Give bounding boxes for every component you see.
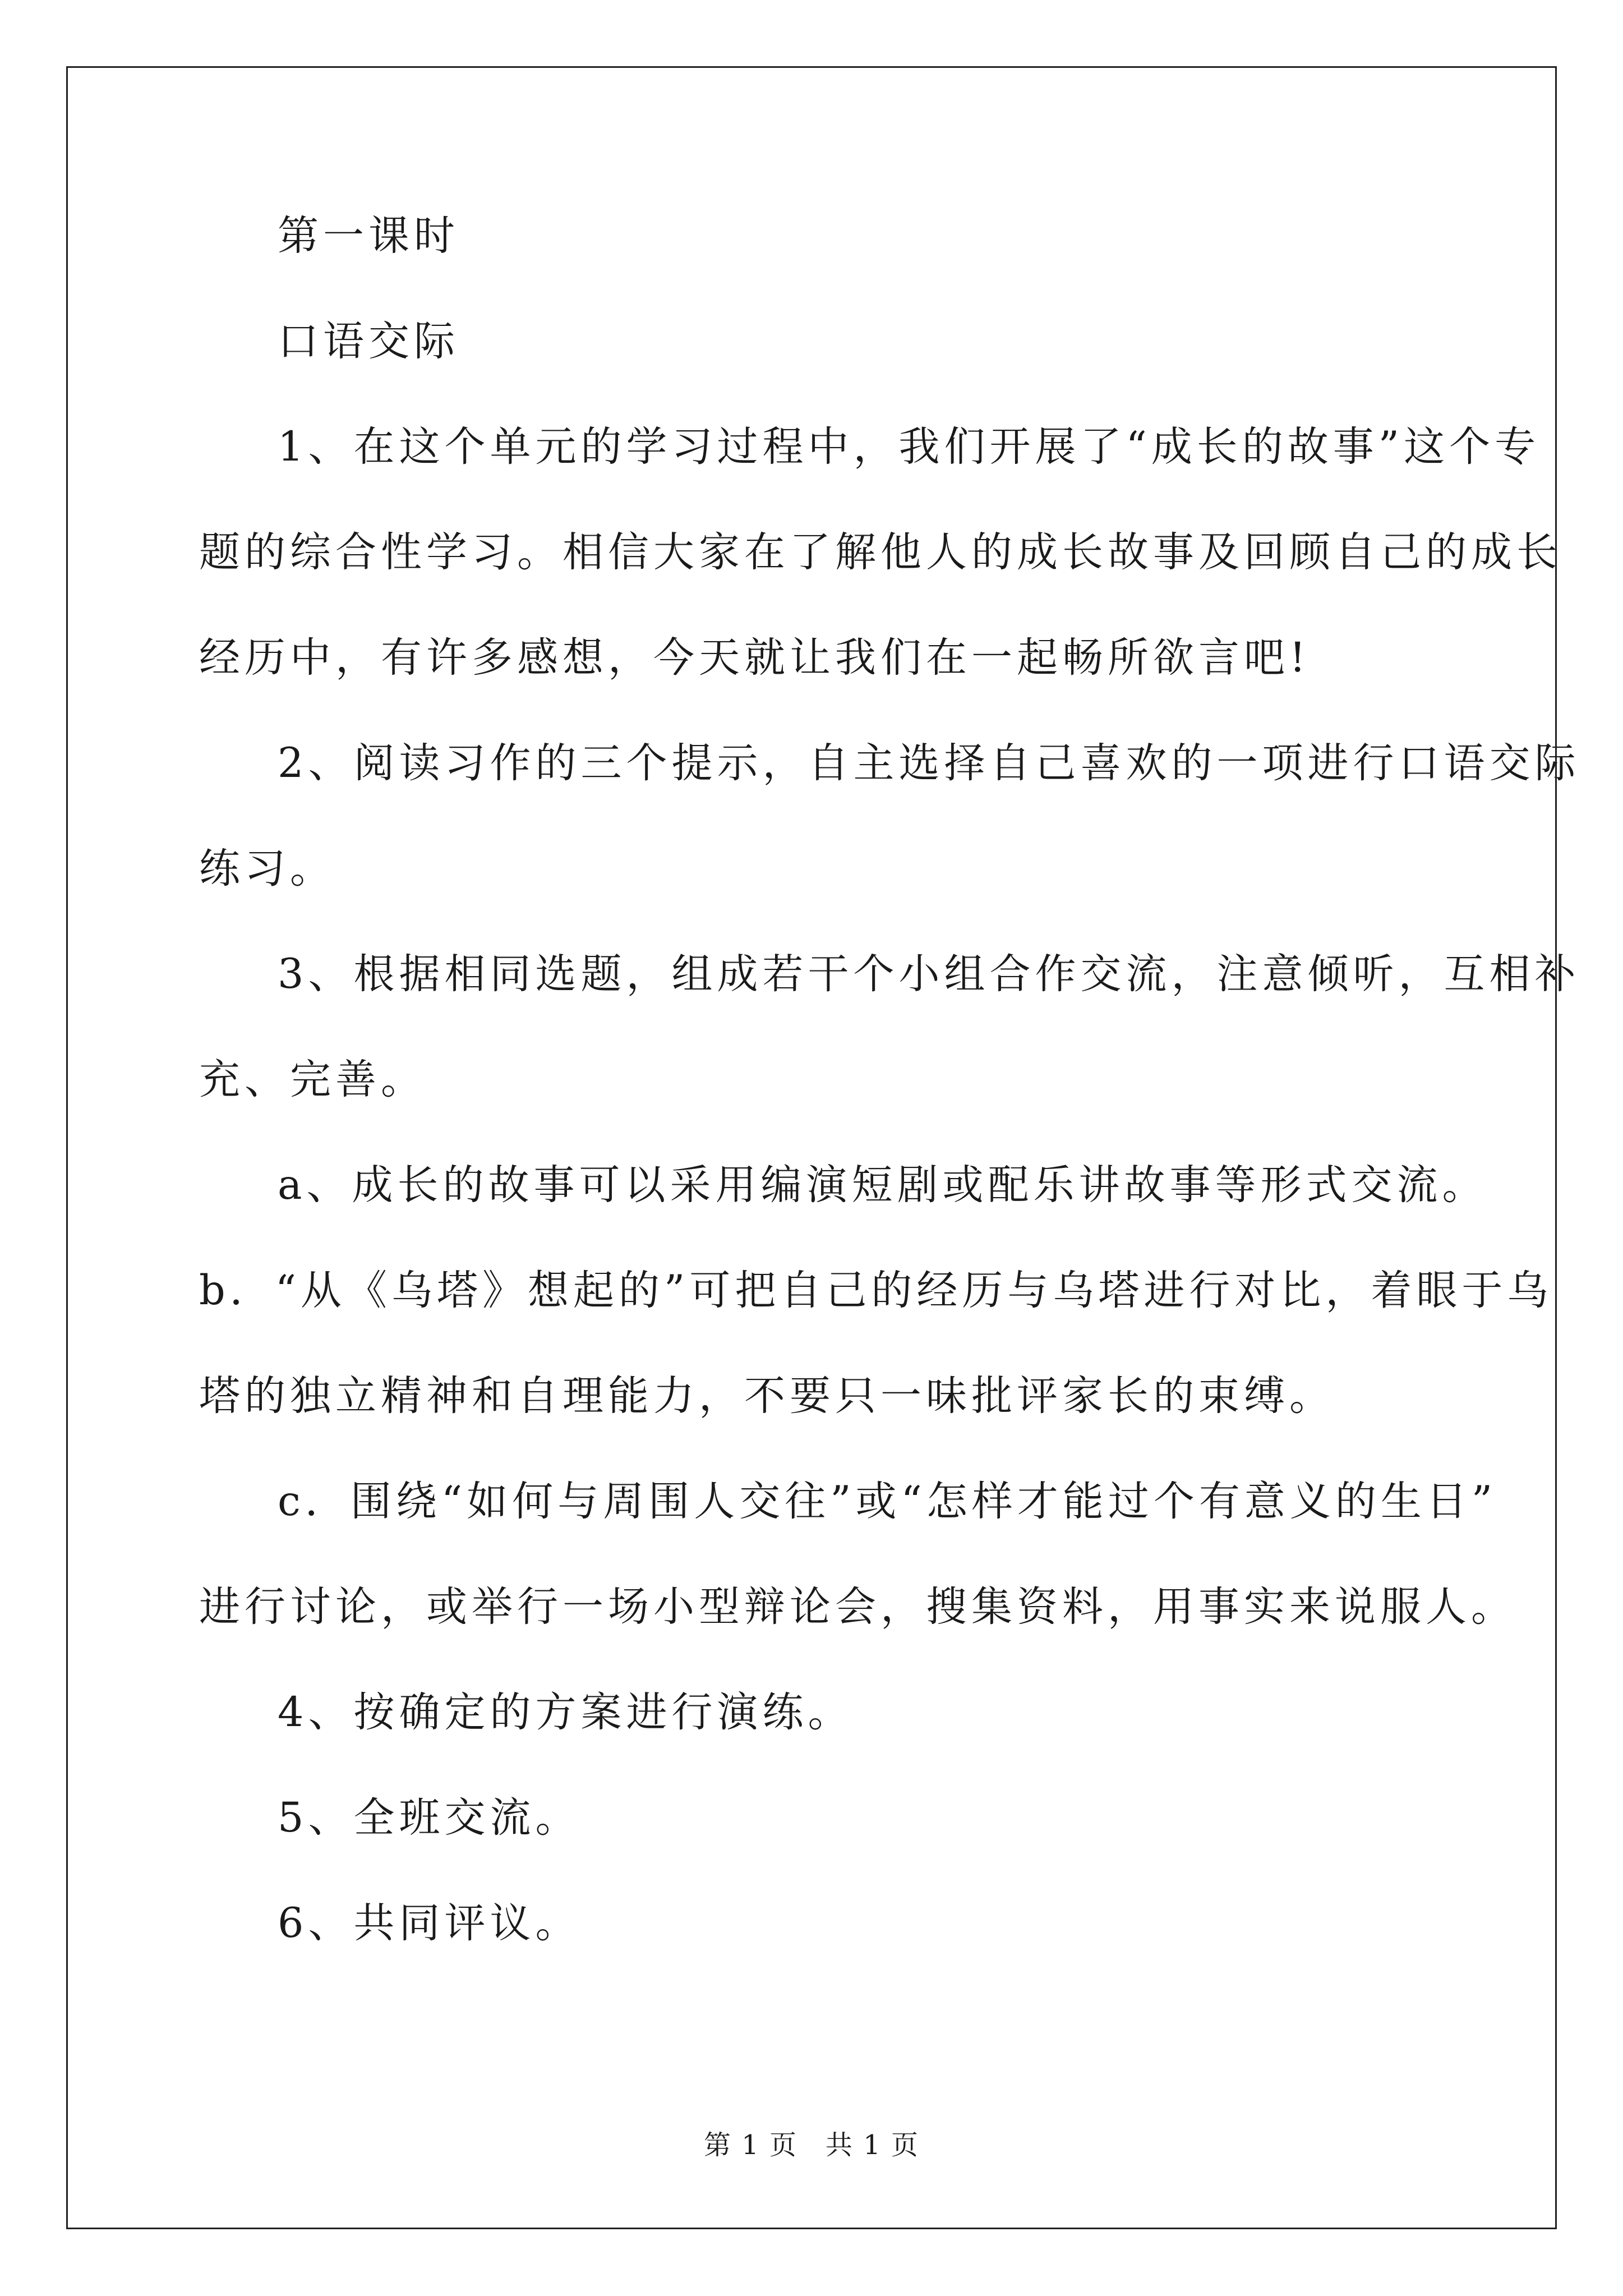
paragraph-line: 1、在这个单元的学习过程中，我们开展了“成长的故事”这个专 <box>278 423 1541 471</box>
paragraph-line: 3、根据相同选题，组成若干个小组合作交流，注意倾听，互相补 <box>278 950 1580 998</box>
document-body <box>199 210 1580 1949</box>
paragraph-line: 进行讨论，或举行一场小型辩论会，搜集资料，用事实来说服人。 <box>199 1583 1516 1631</box>
paragraph-line: 5、全班交流。 <box>278 1794 581 1842</box>
paragraph-line: 练习。 <box>199 845 335 892</box>
heading-section: 口语交际 <box>278 318 459 365</box>
paragraph-line: 4、按确定的方案进行演练。 <box>278 1688 854 1736</box>
paragraph-line: b．“从《乌塔》想起的”可把自己的经历与乌塔进行对比，着眼于乌 <box>199 1267 1553 1314</box>
paragraph-line: 6、共同评议。 <box>278 1899 581 1947</box>
page-footer: 第 1 页 共 1 页 <box>703 2129 920 2161</box>
paragraph-line: 经历中，有许多感想，今天就让我们在一起畅所欲言吧! <box>199 634 1311 682</box>
paragraph-line: 塔的独立精神和自理能力，不要只一味批评家长的束缚。 <box>199 1372 1335 1420</box>
paragraph-line: 充、完善。 <box>199 1056 426 1103</box>
paragraph-line: 2、阅读习作的三个提示，自主选择自己喜欢的一项进行口语交际 <box>278 739 1580 787</box>
paragraph-line: 题的综合性学习。相信大家在了解他人的成长故事及回顾自己的成长 <box>199 528 1562 576</box>
paragraph-line: c．围绕“如何与周围人交往”或“怎样才能过个有意义的生日” <box>278 1478 1497 1525</box>
paragraph-line: a、成长的故事可以采用编演短剧或配乐讲故事等形式交流。 <box>278 1161 1488 1209</box>
heading-lesson: 第一课时 <box>278 212 459 260</box>
